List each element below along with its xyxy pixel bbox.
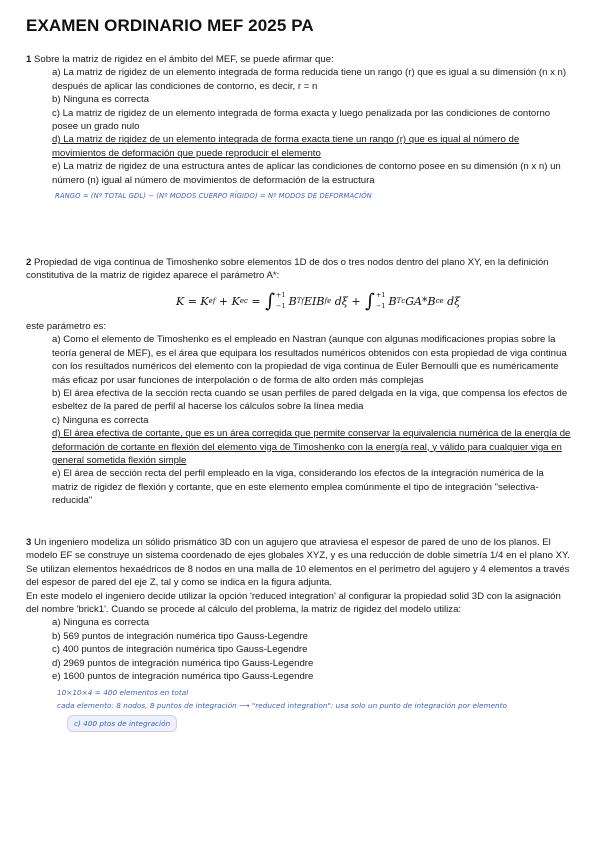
option-d[interactable]: d) 2969 puntos de integración numérica tipo Gauss-Legendre (52, 657, 314, 669)
handwritten-note-rank: RANGO = (Nº TOTAL GDL) − (Nº MODOS CUERPO RÍGIDO) = Nº MODOS DE DEFORMACIÓN (55, 192, 372, 200)
integral-limits: +1 −1 (276, 291, 286, 310)
option-e[interactable]: e) La matriz de rigidez de una estructura antes de aplicar las condiciones de contorno posee en su dimensión (n x n) un número (n) igual al número de movimientos de deformación de la estructura (52, 161, 561, 186)
question-3 (26, 536, 572, 683)
option-e[interactable]: e) El área de sección recta del perfil empleado en la viga, considerando los efectos de la integración numérica de la matriz de rigidez de flexión y cortante, que en este elemento emplea comúnmente el tipo de integración "selectiva-reducida" (52, 468, 544, 507)
question-3-options (52, 616, 572, 683)
option-c[interactable]: c) 400 puntos de integración numérica tipo Gauss-Legendre (52, 644, 308, 656)
option-a[interactable]: a) Como el elemento de Timoshenko es el empleado en Nastran (aunque con algunas modificaciones propias sobre la teoría general de MEF), es el área que equipara los resultados numéricos obtenidos con esta propiedad de viga continua con los resultados numéricos del elemento con la propiedad de viga continua de Euler Bernoulli que es numéricamente más eficaz por usar funciones de interpolación o de forma de alto orden más complejas (52, 334, 567, 386)
exam-title: EXAMEN ORDINARIO MEF 2025 PA (26, 16, 314, 35)
question-2 (26, 256, 572, 283)
option-b[interactable]: b) Ninguna es correcta (52, 94, 150, 106)
option-d-underlined[interactable]: d) El área efectiva de cortante, que es un área corregida que permite conservar la equivalencia numérica de la energía de deformación de cortante en flexión del elemento viga de Timoshenko con la energía real, y válido para cualquier viga en general sometida flexión simple (52, 428, 571, 467)
integral-sign: ∫ (365, 289, 375, 312)
handwritten-note-elements: 10×10×4 = 400 elementos en total (57, 688, 189, 697)
question-2-options-block (26, 320, 572, 508)
question-1-stem: 1 Sobre la matriz de rigidez en el ámbito del MEF, se puede afirmar que: (26, 54, 334, 65)
option-a[interactable]: a) Ninguna es correcta (52, 617, 150, 629)
integral-sign: ∫ (265, 289, 276, 312)
question-2-mid: este parámetro es: (26, 321, 106, 332)
stiffness-formula: K = K e f + K e c = ∫ +1 −1 B T f EIB f e dξ + ∫ +1 −1 B T c GA*B c e dξ (176, 289, 461, 312)
question-3-stem: 3 Un ingeniero modeliza un sólido prismático 3D con un agujero que atraviesa el espesor de pared de uno de los planos. El modelo EF se construye un sistema coordenado de ejes globales XYZ, y es una reducción de doble simetría 1/4 en el plano XY. Se utilizan elementos hexaédricos de 8 nodos en una malla de 10 elementos en el perímetro del agujero y 4 elementos a través del espesor de pared del eje Z, tal y como se indica en la figura adjunta. (26, 537, 570, 589)
integral-limits: +1 −1 (375, 291, 386, 310)
handwritten-note-integration: cada elemento: 8 nodos, 8 puntos de integración ⟶ "reduced integration": usa solo un punto de integración por elemento (57, 701, 508, 710)
question-number: 3 (26, 537, 32, 548)
option-c[interactable]: c) Ninguna es correcta (52, 414, 149, 426)
option-a[interactable]: a) La matriz de rigidez de un elemento integrada de forma reducida tiene un rango (r) que es igual a su dimensión (n x n) después de aplicar las condiciones de contorno, es decir, r = n (52, 67, 567, 92)
option-b[interactable]: b) 569 puntos de integración numérica tipo Gauss-Legendre (52, 630, 308, 642)
handwritten-answer-highlight: c) 400 ptos de integración (67, 715, 177, 732)
question-1 (26, 53, 572, 187)
option-b[interactable]: b) El área efectiva de la sección recta cuando se usan perfiles de pared delgada en la viga, que compensa los efectos de esbeltez de la pared de perfil al hacerse los cálculos sobre la línea media (52, 388, 568, 413)
question-3-stem-2: En este modelo el ingeniero decide utilizar la opción 'reduced integration' al configurar la propiedad solid 3D con la asignación del nombre 'brick1'. Cuando se procede al cálculo del problema, la matriz de rigidez del modelo utiliza: (26, 590, 561, 616)
option-e[interactable]: e) 1600 puntos de integración numérica tipo Gauss-Legendre (52, 671, 314, 683)
question-number: 2 (26, 257, 32, 268)
question-2-options (52, 333, 572, 507)
question-number: 1 (26, 54, 32, 65)
question-2-stem: 2 Propiedad de viga continua de Timoshenko sobre elementos 1D de dos o tres nodos dentro del plano XY, en la definición constitutiva de la matriz de rigidez aparece el parámetro A*: (26, 257, 549, 282)
option-c[interactable]: c) La matriz de rigidez de un elemento integrada de forma exacta y luego penalizada por las condiciones de contorno posee un grado nulo (52, 107, 551, 133)
question-1-options (52, 66, 572, 187)
option-d-underlined[interactable]: d) La matriz de rigidez de un elemento integrada de forma exacta tiene un rango (r) que es igual al número de movimientos de deformación que puede reproducir el elemento (52, 134, 520, 159)
